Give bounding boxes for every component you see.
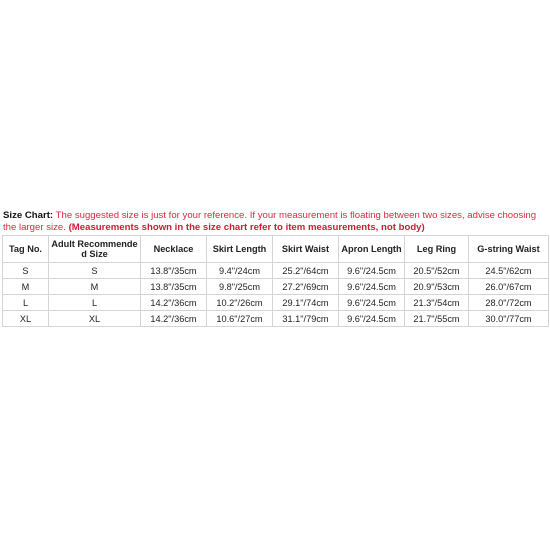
header-adult-recommended-size: Adult Recommended Size: [49, 236, 141, 263]
cell-tag-no: S: [3, 263, 49, 279]
table-row: [3, 311, 549, 327]
header-skirt-waist: Skirt Waist: [273, 236, 339, 263]
cell-necklace: 14.2"/36cm: [141, 295, 207, 311]
cell-skirt-waist: 27.2"/69cm: [273, 279, 339, 295]
header-g-string-waist: G-string Waist: [469, 236, 549, 263]
cell-tag-no: L: [3, 295, 49, 311]
cell-adult-size: M: [49, 279, 141, 295]
size-chart: [2, 210, 548, 327]
header-tag-no: Tag No.: [3, 236, 49, 263]
size-chart-intro: [3, 210, 548, 233]
cell-necklace: 13.8"/35cm: [141, 279, 207, 295]
cell-leg-ring: 21.7"/55cm: [405, 311, 469, 327]
cell-apron-length: 9.6"/24.5cm: [339, 279, 405, 295]
header-skirt-length: Skirt Length: [207, 236, 273, 263]
cell-apron-length: 9.6"/24.5cm: [339, 295, 405, 311]
cell-skirt-length: 10.2"/26cm: [207, 295, 273, 311]
size-chart-note: (Measurements shown in the size chart refer to item measurements, not body): [68, 221, 425, 233]
size-chart-lead: Size Chart: [3, 210, 50, 221]
table-row: [3, 295, 549, 311]
cell-tag-no: M: [3, 279, 49, 295]
header-necklace: Necklace: [141, 236, 207, 263]
cell-tag-no: XL: [3, 311, 49, 327]
cell-apron-length: 9.6"/24.5cm: [339, 311, 405, 327]
cell-skirt-length: 9.4"/24cm: [207, 263, 273, 279]
cell-leg-ring: 21.3"/54cm: [405, 295, 469, 311]
cell-necklace: 14.2"/36cm: [141, 311, 207, 327]
cell-leg-ring: 20.5"/52cm: [405, 263, 469, 279]
cell-g-string-waist: 28.0"/72cm: [469, 295, 549, 311]
cell-apron-length: 9.6"/24.5cm: [339, 263, 405, 279]
cell-adult-size: XL: [49, 311, 141, 327]
cell-g-string-waist: 30.0"/77cm: [469, 311, 549, 327]
cell-adult-size: L: [49, 295, 141, 311]
size-chart-advice: The suggested size is just for your reference. If your measurement is floating between two sizes, advise choosing the larger size.: [3, 210, 537, 233]
cell-adult-size: S: [49, 263, 141, 279]
cell-g-string-waist: 26.0"/67cm: [469, 279, 549, 295]
table-row: [3, 263, 549, 279]
table-row: [3, 279, 549, 295]
size-chart-colon: :: [49, 210, 54, 221]
cell-skirt-length: 10.6"/27cm: [207, 311, 273, 327]
header-leg-ring: Leg Ring: [405, 236, 469, 263]
cell-skirt-waist: 31.1"/79cm: [273, 311, 339, 327]
cell-leg-ring: 20.9"/53cm: [405, 279, 469, 295]
cell-skirt-length: 9.8"/25cm: [207, 279, 273, 295]
cell-skirt-waist: 29.1"/74cm: [273, 295, 339, 311]
size-table-header-row: [3, 236, 549, 263]
cell-g-string-waist: 24.5"/62cm: [469, 263, 549, 279]
size-table: [2, 235, 549, 327]
cell-necklace: 13.8"/35cm: [141, 263, 207, 279]
header-apron-length: Apron Length: [339, 236, 405, 263]
cell-skirt-waist: 25.2"/64cm: [273, 263, 339, 279]
